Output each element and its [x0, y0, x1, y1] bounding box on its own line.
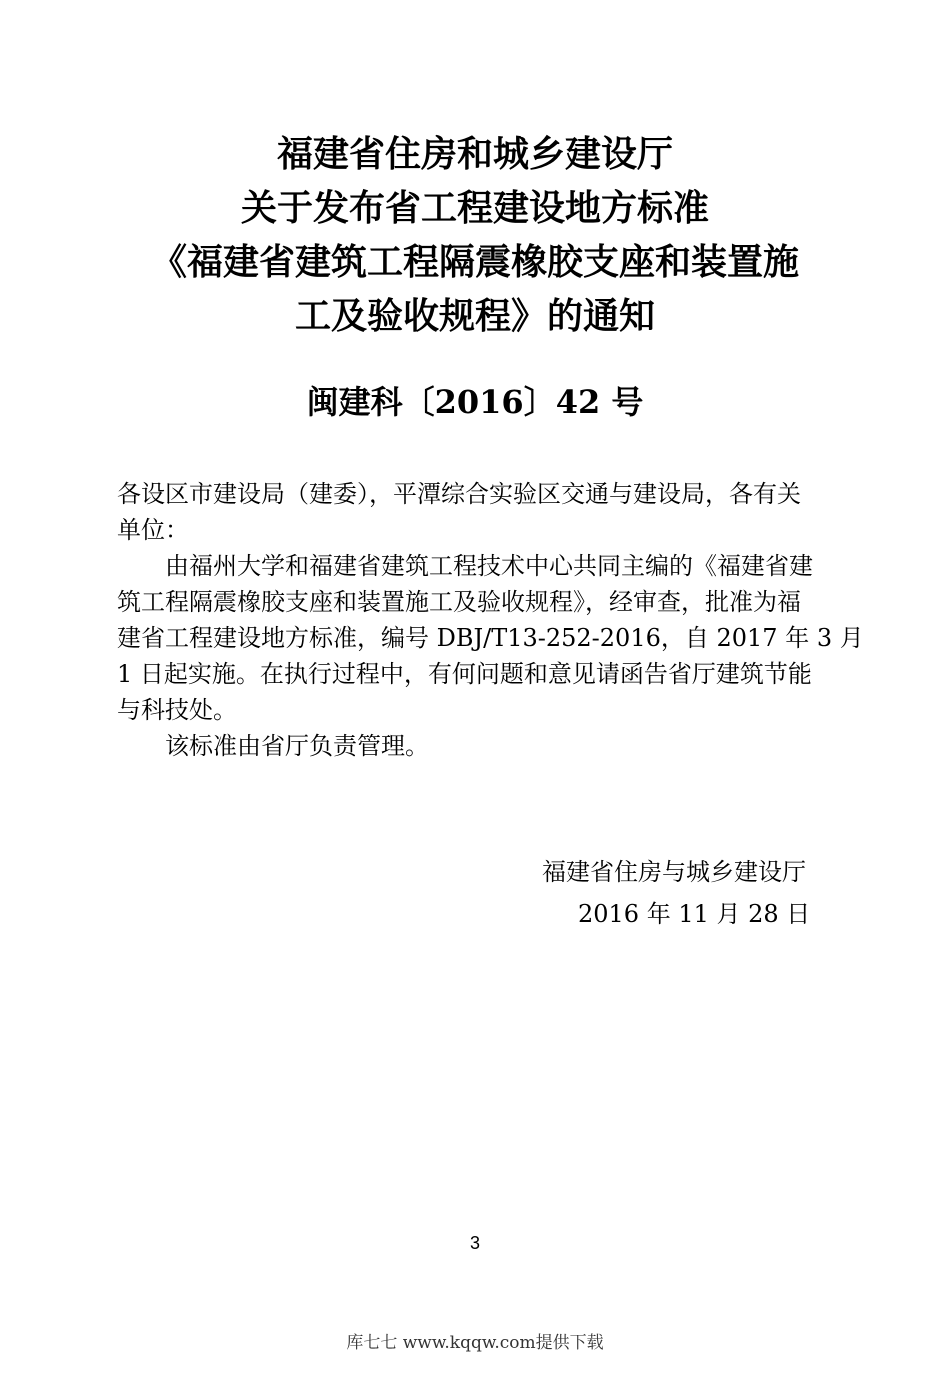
document-title — [0, 128, 950, 344]
addressee-line-2: 单位： — [117, 516, 189, 544]
footer-watermark: 库七七 www.kqqw.com提供下载 — [346, 1333, 604, 1353]
title-line-1: 福建省住房和城乡建设厅 — [276, 134, 673, 175]
title-line-2: 关于发布省工程建设地方标准 — [240, 188, 709, 229]
document-body — [117, 476, 864, 764]
title-line-3: 《福建省建筑工程隔震橡胶支座和装置施 — [150, 242, 799, 283]
announcement-line-4: 1 日起实施。在执行过程中，有何问题和意见请函告省厅建筑节能 — [117, 660, 812, 688]
addressee-paragraph — [117, 476, 833, 548]
management-line: 该标准由省厅负责管理。 — [165, 732, 429, 760]
announcement-line-5: 与科技处。 — [117, 696, 237, 724]
title-line-4: 工及验收规程》的通知 — [294, 296, 655, 337]
addressee-line-1: 各设区市建设局（建委），平潭综合实验区交通与建设局，各有关 — [117, 480, 801, 508]
announcement-line-3: 建省工程建设地方标准，编号 DBJ/T13-252-2016，自 2017 年 3 月 — [117, 624, 864, 652]
signature-date: 2016 年 11 月 28 日 — [578, 900, 811, 928]
signature-organization: 福建省住房与城乡建设厅 — [542, 858, 806, 886]
page-number: 3 — [469, 1233, 480, 1253]
announcement-paragraph — [117, 548, 864, 728]
announcement-line-2: 筑工程隔震橡胶支座和装置施工及验收规程》，经审查，批准为福 — [117, 588, 801, 616]
announcement-line-1: 由福州大学和福建省建筑工程技术中心共同主编的《福建省建 — [165, 552, 813, 580]
management-paragraph — [117, 728, 833, 764]
document-number: 闽建科〔2016〕42 号 — [306, 383, 644, 421]
